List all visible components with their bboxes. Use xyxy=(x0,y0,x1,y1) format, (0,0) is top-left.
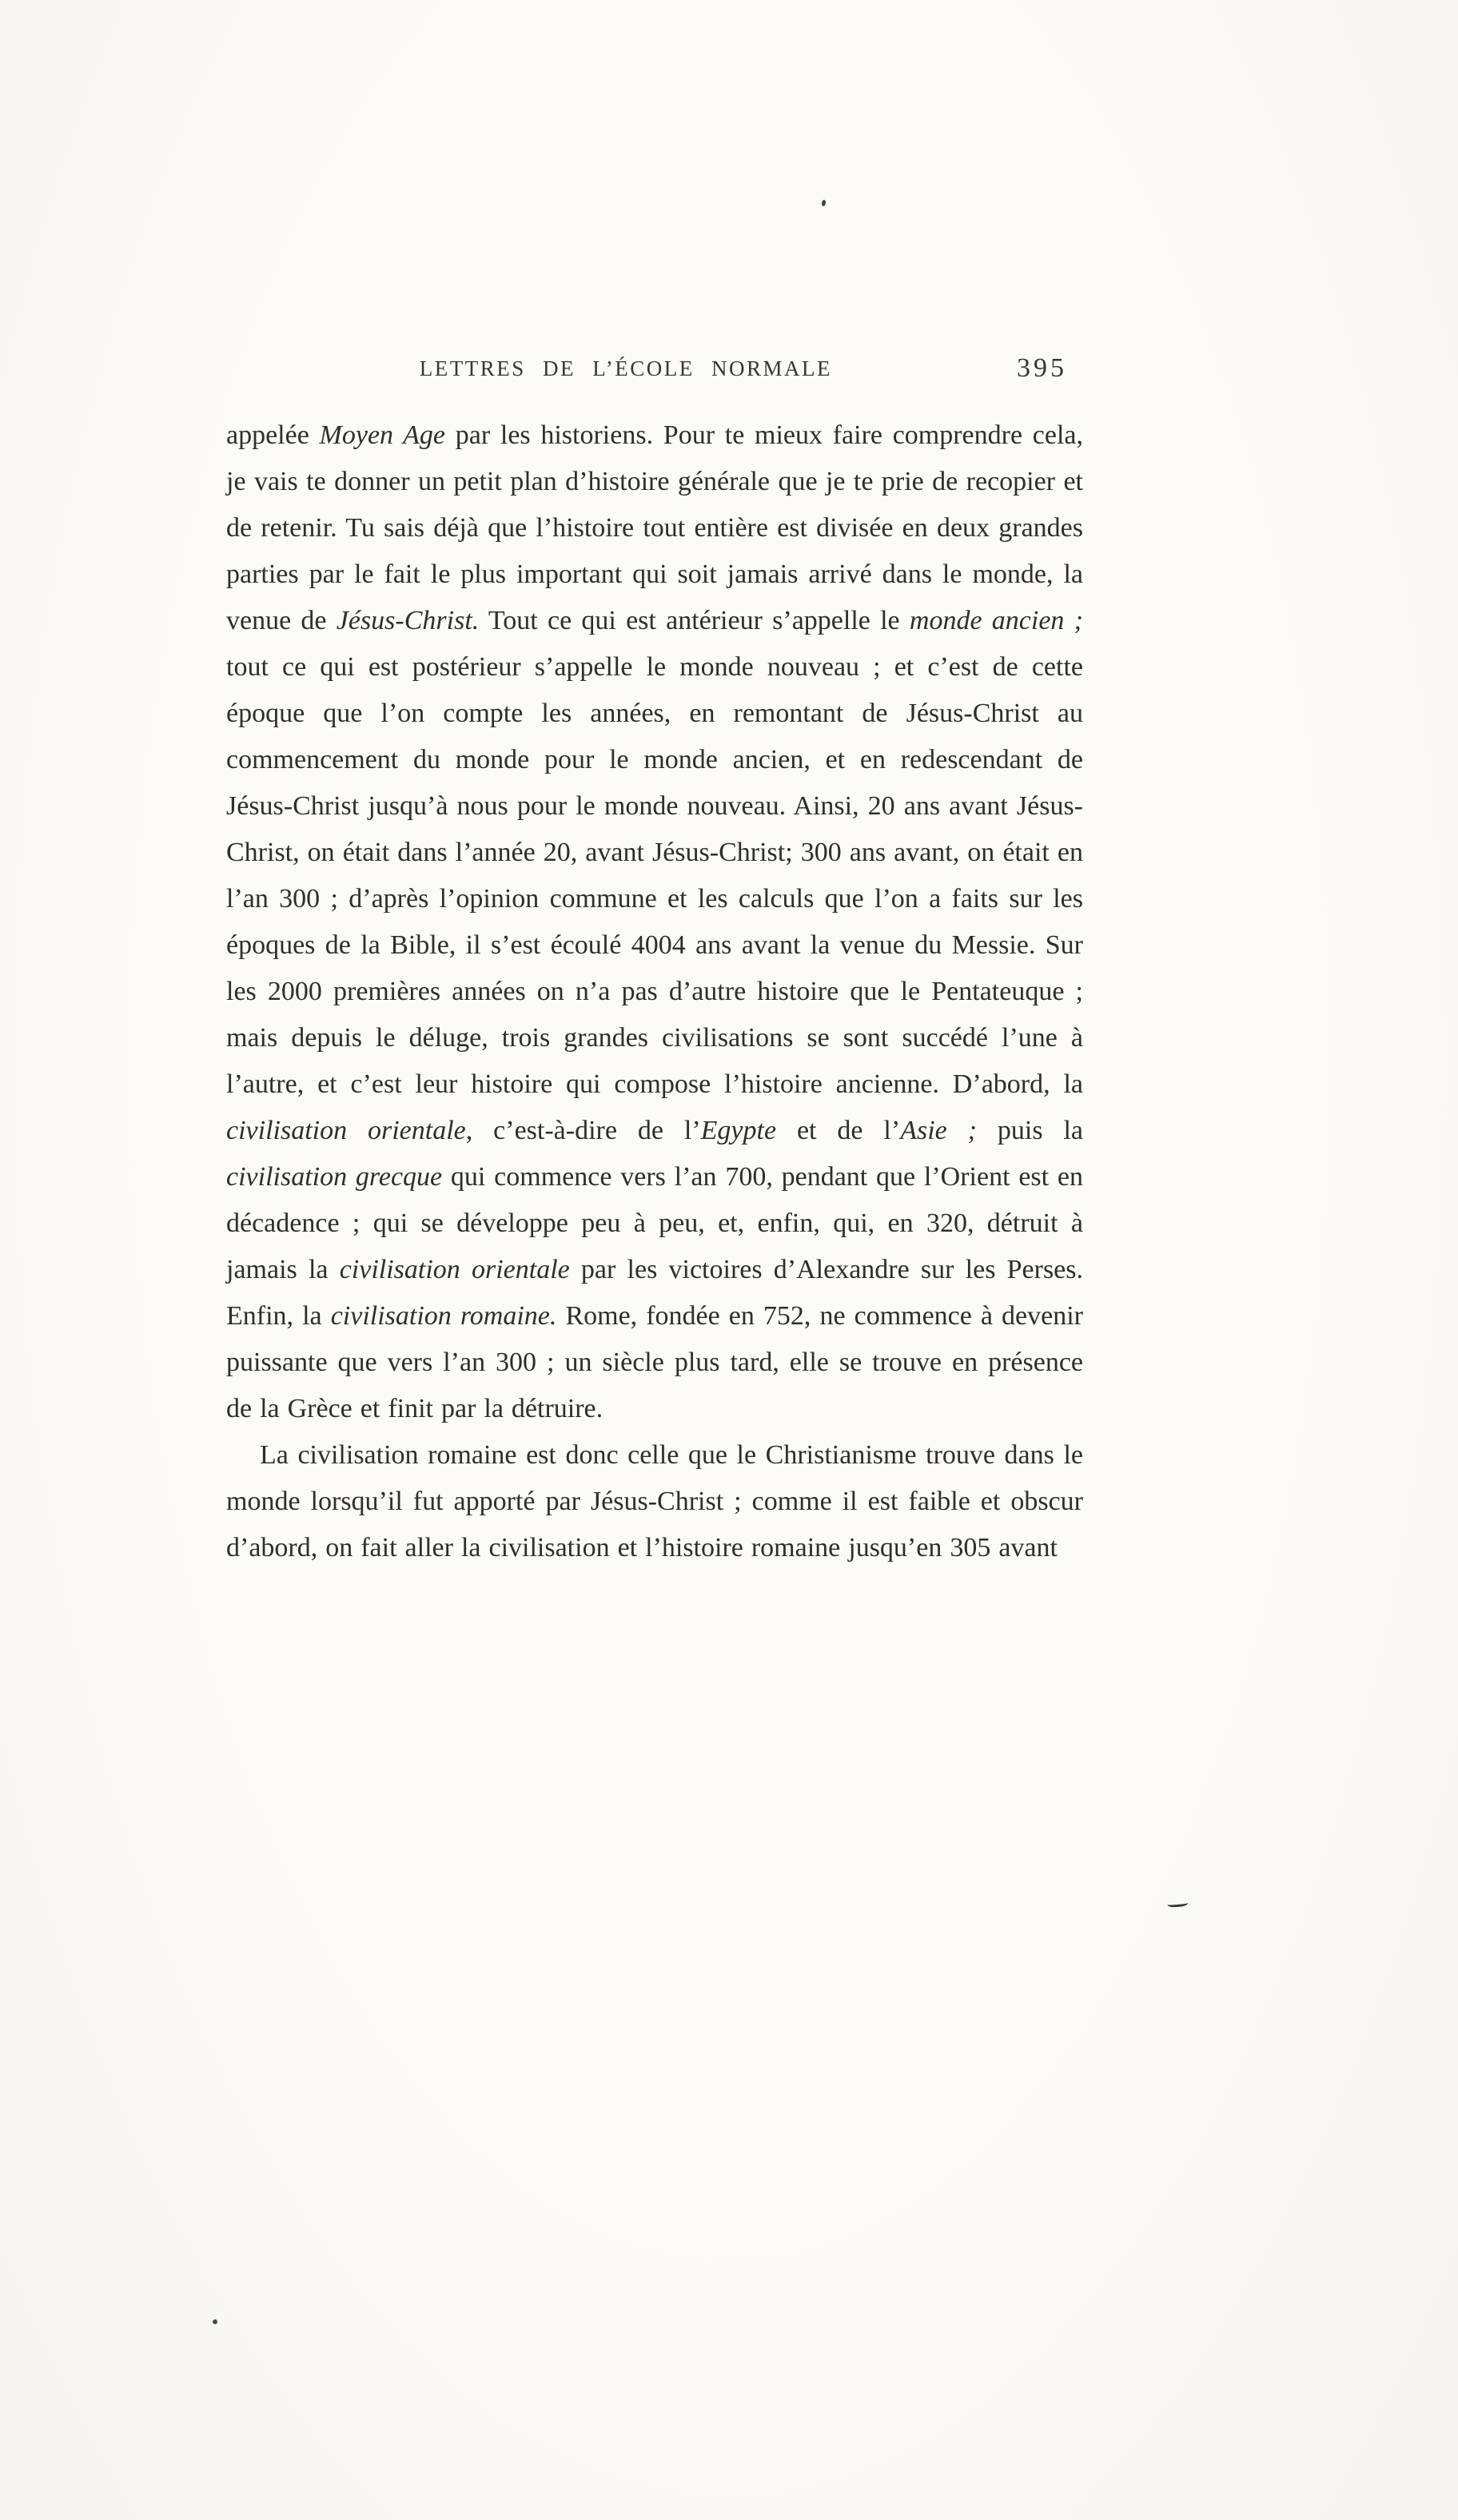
scan-speck-bottom xyxy=(213,2319,217,2324)
body-text: , c’est-à-dire de l’ xyxy=(465,1116,701,1145)
body-text: et de l’ xyxy=(776,1116,901,1145)
italic-text: Moyen Age xyxy=(319,420,446,450)
body-text: appelée xyxy=(226,420,320,450)
italic-text: civilisation orientale xyxy=(339,1255,570,1284)
body-text: La civilisation romaine est donc celle que le Christianisme trouve dans le monde lorsqu’il fut apporté par Jésus-Christ ; comme il est faible et obscur d’abord, on fait aller la civilisation et l’histoire romaine jusqu’en 305 avant xyxy=(226,1440,1083,1563)
running-title: LETTRES DE L’ÉCOLE NORMALE xyxy=(419,356,832,380)
book-page xyxy=(226,353,1084,1571)
italic-text: Jésus-Christ. xyxy=(336,606,480,635)
body-text: par les victoires d’Alexandre sur les Perses. Enfin, la xyxy=(226,1255,1083,1331)
paragraph xyxy=(226,1432,1083,1571)
body-text: par les historiens. Pour te mieux faire comprendre cela, je vais te donner un petit plan d’histoire générale que je te prie de recopier et de retenir. Tu sais déjà que l’histoire tout entière est divisée en deux grandes parties par le fait le plus important qui soit jamais arrivé dans le monde, la venue de xyxy=(226,420,1084,635)
body-text: Rome, fondée en 752, ne commence à devenir puissante que vers l’an 300 ; un siècle plus tard, elle se trouve en présence de la Grèce et finit par la détruire. xyxy=(226,1301,1083,1423)
body-text: Tout ce qui est antérieur s’appelle le xyxy=(479,606,910,635)
scan-squiggle-mark xyxy=(1167,1897,1189,1908)
page-number: 395 xyxy=(1017,353,1067,383)
italic-text: Egypte xyxy=(700,1116,777,1145)
paragraph xyxy=(226,412,1083,1432)
italic-text: civilisation grecque xyxy=(226,1162,443,1192)
italic-text: Asie ; xyxy=(900,1116,977,1145)
italic-text: monde ancien ; xyxy=(909,606,1083,635)
italic-text: civilisation romaine. xyxy=(330,1301,557,1331)
scan-speck-top xyxy=(821,200,827,207)
page-header xyxy=(226,353,1083,393)
body-text: qui commence vers l’an 700, pendant que l’Orient est en décadence ; qui se développe peu à peu, et, enfin, qui, en 320, détruit à jamais la xyxy=(226,1162,1083,1284)
italic-text: civilisation orientale xyxy=(226,1116,466,1145)
body-text: puis la xyxy=(976,1116,1084,1145)
page-text xyxy=(226,412,1083,1571)
body-text: tout ce qui est postérieur s’appelle le monde nouveau ; et c’est de cette époque que l’on compte les années, en remontant de Jésus-Christ au commencement du monde pour le monde ancien, et en redescendant de Jésus-Christ jusqu’à nous pour le monde nouveau. Ainsi, 20 ans avant Jésus-Christ, on était dans l’année 20, avant Jésus-Christ; 300 ans avant, on était en l’an 300 ; d’après l’opinion commune et les calculs que l’on a faits sur les époques de la Bible, il s’est écoulé 4004 ans avant la venue du Messie. Sur les 2000 premières années on n’a pas d’autre histoire que le Pentateuque ; mais depuis le déluge, trois grandes civilisations se sont succédé l’une à l’autre, et c’est leur histoire qui compose l’histoire ancienne. D’abord, la xyxy=(226,652,1083,1099)
